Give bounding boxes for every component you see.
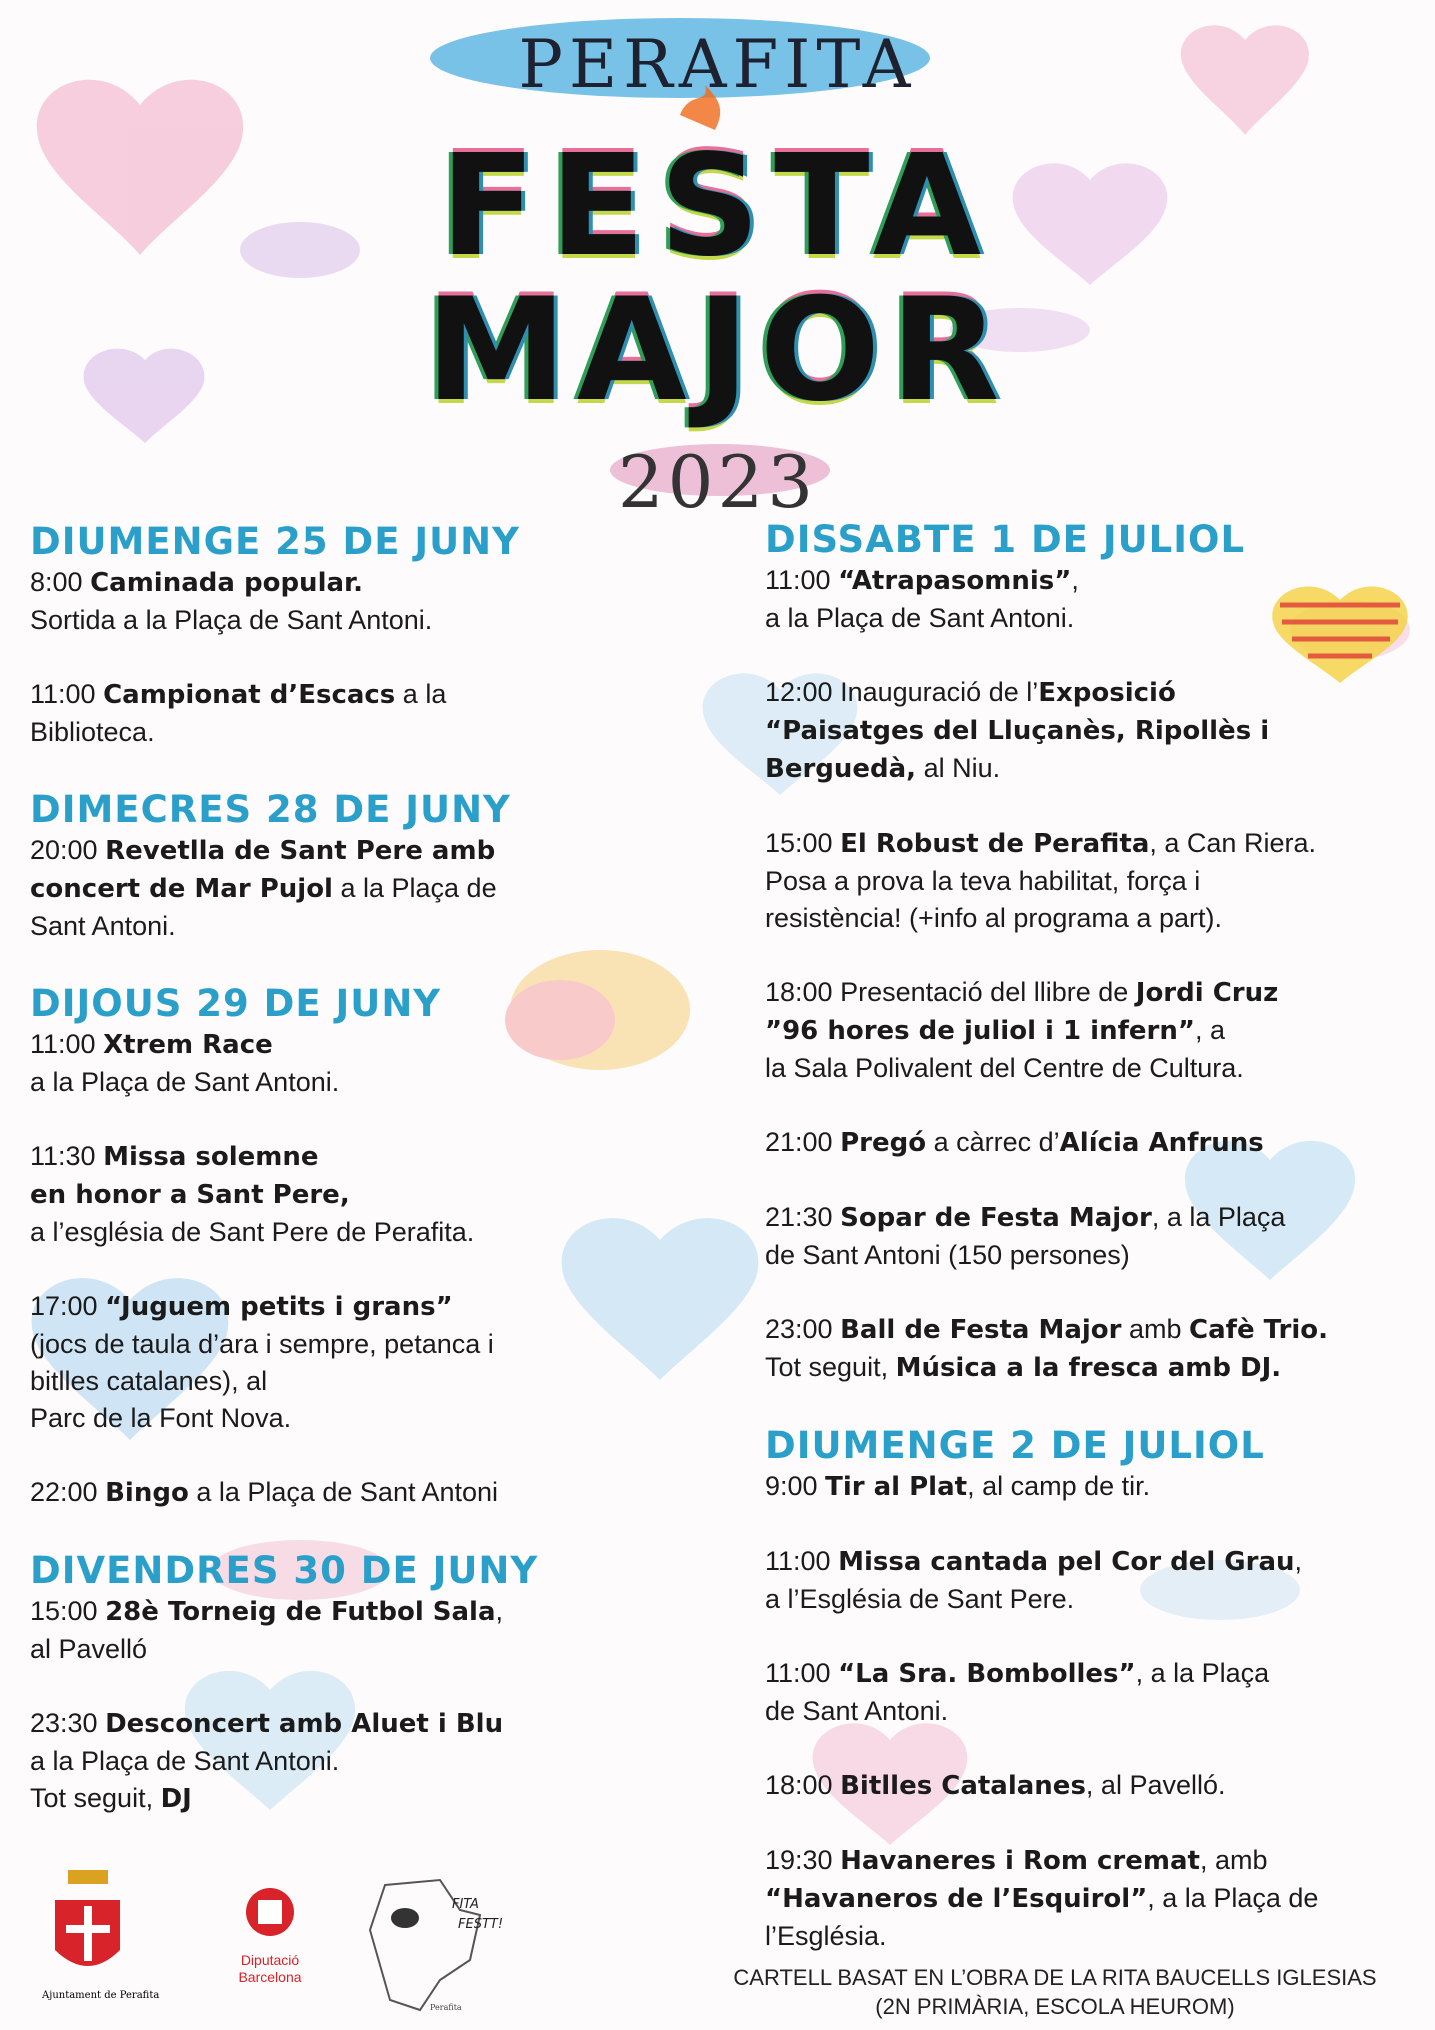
program-event (765, 1311, 1425, 1387)
event-text: , al camp de tir. (967, 1471, 1151, 1501)
year: 2023 (617, 440, 818, 524)
event-time: 11:00 (765, 565, 831, 595)
program-event (30, 1705, 730, 1818)
sponsor-logos (40, 1870, 540, 2020)
event-text: Sortida a la Plaça de Sant Antoni. (30, 605, 433, 635)
event-highlight: 28è Torneig de Futbol Sala (105, 1597, 496, 1627)
event-highlight: “Atrapasomnis” (838, 566, 1072, 596)
event-time: 11:30 (30, 1141, 96, 1171)
event-text: al Niu. (916, 753, 1001, 783)
event-time: 11:00 (765, 1546, 831, 1576)
event-highlight: “Juguem petits i grans” (105, 1292, 453, 1322)
program-event (30, 1026, 730, 1101)
event-time: 9:00 (765, 1471, 818, 1501)
program-event (765, 674, 1425, 788)
event-highlight: Campionat d’Escacs (103, 680, 396, 710)
program-event (30, 676, 730, 751)
event-text: a la Plaça de Sant Antoni. Tot seguit, (30, 1746, 340, 1813)
program-event (765, 562, 1425, 637)
event-highlight: Desconcert amb Aluet i Blu (105, 1709, 504, 1739)
event-time: 15:00 (765, 828, 833, 858)
event-text: a la Plaça de Sant Antoni. (30, 873, 497, 941)
program-event (765, 1842, 1425, 1955)
festt-label: FESTT! (458, 1917, 504, 1932)
event-text: , amb (1199, 1845, 1268, 1875)
event-highlight: Exposició “Paisatges del Lluçanès, Ripollès i Berguedà, (765, 678, 1270, 784)
program-event (765, 974, 1425, 1087)
program-event (30, 1288, 730, 1437)
credit-line-2: (2N PRIMÀRIA, ESCOLA HEUROM) (875, 1994, 1235, 2019)
event-time: 20:00 (30, 835, 98, 865)
event-highlight: Sopar de Festa Major (840, 1203, 1152, 1233)
event-time: 18:00 (765, 1770, 833, 1800)
event-time: 11:00 (765, 1658, 831, 1688)
event-time: 21:30 (765, 1202, 833, 1232)
event-text: Presentació del llibre de (840, 977, 1136, 1007)
title-festa: FESTA (439, 125, 996, 288)
program-event (765, 1767, 1425, 1805)
event-text: , al Pavelló. (1085, 1770, 1226, 1800)
fita-label: FITA (452, 1897, 479, 1912)
event-highlight: Jordi Cruz ”96 hores de juliol i 1 infern” (765, 978, 1279, 1046)
fita-small-label: Perafita (430, 2003, 462, 2012)
event-text: (jocs de taula d’ara i sempre, petanca i bitlles catalanes), al Parc de la Font Nova. (30, 1329, 494, 1433)
program-event (30, 1593, 730, 1668)
event-highlight: Cafè Trio. (1189, 1315, 1329, 1345)
ajuntament-label: Ajuntament de Perafita (42, 1990, 160, 2001)
event-text: , a la Plaça de Sant Antoni. (765, 1658, 1270, 1726)
event-text: amb (1121, 1314, 1190, 1344)
event-highlight: Bitlles Catalanes (840, 1771, 1086, 1801)
credit-line-1: CARTELL BASAT EN L’OBRA DE LA RITA BAUCELLS IGLESIAS (733, 1965, 1377, 1990)
ajuntament-logo (41, 1870, 159, 2001)
day-title: DIJOUS 29 DE JUNY (30, 982, 442, 1025)
event-text: , a la Plaça de Sant Antoni. (765, 565, 1079, 633)
event-highlight: Revetlla de Sant Pere amb concert de Mar Pujol (30, 836, 496, 904)
town-name: PERAFITA (518, 26, 917, 103)
event-highlight: Havaneres i Rom cremat (840, 1846, 1200, 1876)
program-event (30, 1474, 730, 1512)
diputacio-label-1: Diputació (240, 1952, 300, 1968)
program-event (765, 1199, 1425, 1274)
event-highlight: Ball de Festa Major (840, 1315, 1122, 1345)
program-event (30, 1138, 730, 1251)
event-time: 15:00 (30, 1596, 98, 1626)
event-highlight: “Havaneros de l’Esquirol” (765, 1884, 1148, 1914)
day-title: DISSABTE 1 DE JULIOL (765, 518, 1246, 561)
event-highlight: Pregó (840, 1128, 927, 1158)
day-title: DIUMENGE 25 DE JUNY (30, 520, 520, 563)
artwork-credit (680, 1963, 1430, 2021)
event-text: , a l’Església de Sant Pere. (765, 1546, 1303, 1614)
event-text: , a la Plaça de l’Església. (765, 1883, 1319, 1951)
event-text: a càrrec d’ (926, 1127, 1060, 1157)
event-highlight: Missa solemne en honor a Sant Pere, (30, 1142, 350, 1210)
event-text: a l’església de Sant Pere de Perafita. (30, 1217, 475, 1247)
event-text: a la Plaça de Sant Antoni. (30, 1067, 340, 1097)
event-time: 22:00 (30, 1477, 98, 1507)
event-highlight: DJ (160, 1784, 192, 1814)
event-highlight: Bingo (105, 1478, 189, 1508)
event-time: 11:00 (30, 679, 96, 709)
event-time: 8:00 (30, 567, 83, 597)
event-text: , a la Sala Polivalent del Centre de Cultura. (765, 1015, 1244, 1083)
event-highlight: Tir al Plat (825, 1472, 968, 1502)
event-time: 18:00 (765, 977, 833, 1007)
day-title: DIMECRES 28 DE JUNY (30, 788, 511, 831)
program-event (765, 1124, 1425, 1162)
event-time: 12:00 (765, 677, 833, 707)
event-time: 17:00 (30, 1291, 98, 1321)
day-title: DIUMENGE 2 DE JULIOL (765, 1424, 1265, 1467)
event-text: a la Plaça de Sant Antoni (188, 1477, 499, 1507)
event-text: Tot seguit, (765, 1352, 889, 1382)
program-event (765, 1655, 1425, 1730)
day-title: DIVENDRES 30 DE JUNY (30, 1549, 539, 1592)
title-major: MAJOR (425, 268, 1010, 433)
event-text: , al Pavelló (30, 1596, 504, 1664)
event-time: 23:30 (30, 1708, 98, 1738)
event-text: a la Biblioteca. (30, 679, 447, 747)
diputacio-label-2: Barcelona (238, 1969, 302, 1985)
event-highlight: El Robust de Perafita (840, 829, 1150, 859)
program-right-column (765, 518, 1425, 1992)
program-event (30, 564, 730, 639)
event-text: Inauguració de l’ (840, 677, 1039, 707)
event-highlight: Caminada popular. (90, 568, 364, 598)
fita-festt-logo (370, 1880, 503, 2012)
event-text: , a Can Riera. Posa a prova la teva habilitat, força i resistència! (+info al programa a part). (765, 828, 1316, 933)
event-highlight: Missa cantada pel Cor del Grau (838, 1547, 1295, 1577)
program-event (765, 1543, 1425, 1618)
event-time: 11:00 (30, 1029, 96, 1059)
event-time: 21:00 (765, 1127, 833, 1157)
event-highlight: Alícia Anfruns (1059, 1128, 1264, 1158)
program-left-column (30, 520, 730, 1855)
program-event (765, 1468, 1425, 1506)
event-highlight: “La Sra. Bombolles” (838, 1659, 1136, 1689)
event-time: 23:00 (765, 1314, 833, 1344)
diputacio-logo (238, 1888, 301, 1985)
program-event (30, 832, 730, 945)
event-highlight: Xtrem Race (103, 1030, 273, 1060)
event-highlight: Música a la fresca amb DJ. (895, 1353, 1282, 1383)
event-time: 19:30 (765, 1845, 833, 1875)
program-event (765, 825, 1425, 937)
event-text: , a la Plaça de Sant Antoni (150 persones) (765, 1202, 1286, 1270)
